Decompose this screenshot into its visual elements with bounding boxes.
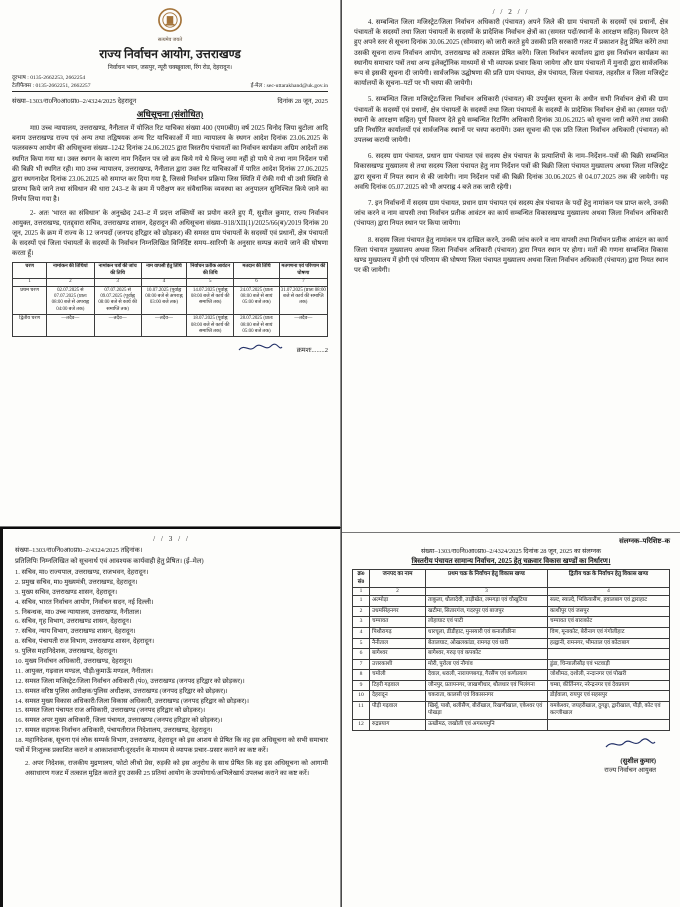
phase1-blocks: जौनपुर, प्रतापनगर, जाखणीधार, थौलधार एवं भिलंगना [426,680,548,691]
recipient-item: 5. निबन्धक, मा0 उच्च न्यायालय, उत्तराखण्ड, नैनीताल। [15,608,142,616]
district-row [353,659,670,670]
emblem-caption: सत्यमेव जयते [157,38,183,43]
district-row [353,596,670,607]
district-sno: 3 [353,617,370,628]
district-name: बागेश्वर [370,649,426,660]
district-name: पिथौरागढ़ [370,628,426,639]
clause-5: 5. सम्बन्धित जिला मजिस्ट्रेट/जिला निर्वाचन अधिकारी (पंचायत) की उपर्युक्त सूचना के अधीन सभी निर्वाचन क्षेत्रों की ग्राम पंचायतों के सदस्यों एवं प्रधानों, क्षेत्र पंचायतों के सदस्यों तथा जिला पंचायतों के सदस्यों के प्रादेशिक निर्वाचन क्षेत्रों का (समस्त पदों/स्थानों के आरक्षण सहित) पूर्ण विवरण देते हुये सम्बन्धित रिटर्निंग अधिकारी दिनांक 30.06.2025 को सूचना जारी करेंगे तथा उसकी प्रति निर्धारित कार्यालयों एवं सार्वजनिक स्थानों पर चस्पा करायेंगे। उक्त सूचना की एक प्रति जिला निर्वाचन अधिकारी (पंचायत) को उपलब्ध करायी जायेगी। [354,96,668,145]
column-header-symbol: निर्वाचन प्रतीक आवंटन की तिथि [187,263,234,279]
page-3-distribution-list [0,527,341,907]
phase2-blocks: चम्बा, कीर्तिनगर, नरेन्द्रनगर एवं देवप्रयाग [548,680,670,691]
column-header-phase: चरण [13,263,47,279]
phase1-blocks: ऊखीमठ, जखोली एवं अगस्त्यमुनि [426,719,548,730]
district-row [353,628,670,639]
district-name: देहरादून [370,691,426,702]
recipient-item: 14. समस्त मुख्य विकास अधिकारी/जिला विकास अधिकारी, उत्तराखण्ड (जनपद हरिद्वार को छोड़कर)। [15,697,249,705]
phase1-blocks: खिर्सू, पाबौ, थलीसैंण, बीरोंखाल, रिखणीखाल, एकेश्वर एवं पोखड़ा [426,701,548,719]
phase2-blocks [548,719,670,730]
district-sno: 8 [353,670,370,681]
notification-title: अधिसूचना (संशोधित) [136,109,204,119]
appendix-annexure-ka [342,533,680,907]
phase1-blocks: ताकुला, धौलादेवी, ताड़ीखेत, लमगड़ा एवं चौखुटिया [426,596,548,607]
district-name: चम्पावत [370,617,426,628]
recipient-list [15,568,328,756]
district-row [353,691,670,702]
district-sno: 11 [353,701,370,719]
recipient-item: 2. प्रमुख सचिव, मा0 मुख्यमंत्री, उत्तराखण्ड, देहरादून। [15,578,138,586]
col-num: 7 [279,279,327,287]
phase1-blocks: लोहाघाट एवं पाटी [426,617,548,628]
organization-name: राज्य निर्वाचन आयोग, उत्तराखण्ड [99,47,241,61]
district-name: उधमसिंहनगर [370,606,426,617]
letterhead [12,7,328,44]
phase2-blocks: विण, मूनाकोट, बेरीनाग एवं गंगोलीहाट [548,628,670,639]
recipient-item: 7. सचिव, न्याय विभाग, उत्तराखण्ड शासन, देहरादून। [15,628,136,636]
district-row [353,701,670,719]
blocks-header-row [353,570,670,588]
phase2-blocks: यमकेश्वर, जयहरीखाल, दुगड्डा, द्वारीखाल, पौड़ी, कोट एवं कल्जीखाल [548,701,670,719]
recipient-item: 12. समस्त जिला मजिस्ट्रेट/जिला निर्वाचन अधिकारी (पं0), उत्तराखण्ड (जनपद हरिद्वार को छोड़कर)। [15,677,245,685]
recipient-item: 6. सचिव, गृह विभाग, उत्तराखण्ड शासन, देहरादून। [15,618,132,626]
column-header-polling: मतदान की तिथि [234,263,279,279]
district-row [353,719,670,730]
col-num: 4 [141,279,186,287]
district-sno: 12 [353,719,370,730]
district-name: टिहरी गढ़वाल [370,680,426,691]
district-sno: 9 [353,680,370,691]
phase1-blocks: बागेश्वर, गरुड़ एवं कपकोट [426,649,548,660]
phone-number: दूरभाष : 0135-2662253, 2662254 [12,75,86,81]
district-name: चमोली [370,670,426,681]
phase1-blocks: खटीमा, सितारगंज, गदरपुर एवं बाजपुर [426,606,548,617]
phase1-blocks: मोरी, पुरोला एवं नौगांव [426,659,548,670]
continuation-mark: क्रमशः........2 [296,346,328,354]
clause-8: 8. सदस्य जिला पंचायत हेतु नामांकन पत्र दाखिल करने, उनकी जांच करने व नाम वापसी तथा निर्वाचन प्रतीक आवंटन का कार्य जिला पंचायत मुख्यालय अथवा जिला निर्वाचन अधिकारी (पंचायत) द्वारा नियत स्थान पर होगा। मतों की गणना सम्बन्धित विकास खण्ड मुख्यालय में होगी एवं परिणाम की घोषणा जिला पंचायत मुख्यालय अथवा जिला निर्वाचन अधिकारी (पंचायत) द्वारा नियत स्थान पर की जायेगी। [354,236,668,275]
nomination-dates: 02.07.2025 से 07.07.2025 (प्रातः 08:00 बजे से अपराह्न 04:00 बजे तक) [47,286,94,315]
schedule-row-phase-2 [13,315,328,337]
polling-date: 24.07.2025 (प्रातः 08:00 बजे से सायं 05:00 बजे तक) [234,286,279,315]
district-name: पौड़ी गढ़वाल [370,701,426,719]
district-row [353,638,670,649]
withdrawal-date: —तदैव— [141,315,186,337]
district-sno: 4 [353,628,370,639]
contact-strip [12,73,328,92]
col-num: 3 [426,588,548,596]
reference-number: संख्या–1303/रा0नि0आ0प्रा0–2/4324/2025 देहरादून [12,98,137,105]
district-sno: 2 [353,606,370,617]
phase2-blocks: चम्पावत एवं बाराकोट [548,617,670,628]
phase2-blocks [548,649,670,660]
column-header-scrutiny: नामांकन पत्रों की जांच की तिथि [94,263,141,279]
phase2-blocks: डुंडा, चिन्यालीसौड़ एवं भटवाड़ी [548,659,670,670]
recipient-item: 16. समस्त अपर मुख्य अधिकारी, जिला पंचायत, उत्तराखण्ड (जनपद हरिद्वार को छोड़कर)। [15,717,223,725]
counting-date: —तदैव— [279,315,327,337]
column-header-phase1: प्रथम चक्र के निर्वाचन हेतु विकास खण्ड [426,570,548,588]
col-num: 2 [370,588,426,596]
annexure-reference: संख्या–1303/रा0नि0आ0प्रा0–2/4324/2025 दिनांक 28 जून, 2025 का संलग्नक [420,548,602,555]
column-header-withdrawal: नाम वापसी हेतु तिथि [141,263,186,279]
signatory-name: (सुशील कुमार) [620,757,656,765]
page-number: / / 3 / / [153,535,190,543]
phase1-blocks: चकराता, कालसी एवं विकासनगर [426,691,548,702]
phase-label: द्वितीय चरण [13,315,47,337]
district-name: नैनीताल [370,638,426,649]
notification-paragraph-1: मा0 उच्च न्यायालय, उत्तराखण्ड, नैनीताल में योजित रिट याचिका संख्या 400 (एम0बी0) वर्ष 2025 विनोद जिया बुटोला आदि बनाम उत्तराखण्ड राज्य एवं अन्य तथा तद्विषयक अन्य रिट याचिकाओं में मा0 न्यायालय के स्थगन आदेश दिनांक 23.06.2025 के फलस्वरूप आयोग की अधिसूचना संख्या–1242 दिनांक 24.06.2025 द्वारा त्रिस्तरीय पंचायतों का निर्वाचन कार्यक्रम अग्रिम आदेशों तक स्थगित किया गया था। उक्त स्थगन के कारण नाम निर्देशन पत्र जो क्रय किये गये थे किन्तु जमा नहीं हो पाये थे तथा नाम निर्देशन पत्रों की बिक्री भी स्थगित रही। मा0 उच्च न्यायालय, उत्तराखण्ड, नैनीताल द्वारा उक्त रिट याचिकाओं में पारित आदेश दिनांक 27.06.2025 द्वारा स्थगनादेश दिनांक 23.06.2025 को समाप्त कर दिया गया है, जिससे निर्वाचन प्रक्रिया जिस स्थिति में रोकी गयी थी उसी स्थिति से प्रारम्भ किये जाने तथा संविधान की धारा 243–ट के क्रम में परीक्षण कर संवैधानिक व्यवस्था का अनुपालन सुनिश्चित किये जाने का निर्णय लिया गया है। [12,125,328,204]
office-address: निर्वाचन भवन, जसपुर, न्यूरी चक्खूवाला, रिंग रोड, देहरादून। [107,65,233,71]
phase2-blocks: सल्ट, स्याल्दे, भिकियासैंण, हवालबाग एवं द्वाराहाट [548,596,670,607]
recipient-item: 13. समस्त वरिष्ठ पुलिस अधीक्षक/पुलिस अधीक्षक, उत्तराखण्ड (जनपद हरिद्वार को छोड़कर)। [15,687,228,695]
column-header-serial: क्र0 सं0 [353,570,370,588]
schedule-number-row [13,279,328,287]
clause-7: 7. इन निर्वाचनों में सदस्य ग्राम पंचायत, प्रधान ग्राम पंचायत एवं सदस्य क्षेत्र पंचायत के पदों हेतु नामांकन पत्र प्राप्त करने, उनकी जांच करने व नाम वापसी तथा निर्वाचन प्रतीक आवंटन का कार्य सम्बन्धित विकासखण्ड मुख्यालय अथवा जिला निर्वाचन अधिकारी (पंचायत) द्वारा नियत स्थान पर किया जायेगा। [354,200,668,228]
reference-line [12,96,328,105]
phase2-blocks: हल्द्वानी, रामनगर, भीमताल एवं कोटाबाग [548,638,670,649]
recipient-item: 17. समस्त सहायक निर्वाचन अधिकारी, पंचायतीराज निदेशालय, उत्तराखण्ड, देहरादून। [15,727,213,735]
signature-scribble [352,737,656,756]
district-row [353,680,670,691]
symbol-allotment-date: 14.07.2025 (पूर्वाह्न 08:00 बजे से कार्य की समाप्ति तक) [187,286,234,315]
state-emblem-seal-icon [157,20,183,37]
phase2-blocks: काशीपुर एवं जसपुर [548,606,670,617]
issue-date: दिनांक 28 जून, 2025 [277,98,328,105]
phase-label: प्रथम चरण [13,286,47,315]
col-num: 1 [353,588,370,596]
phone-fax-block [12,73,91,89]
phase2-blocks: जोशीमठ, दशोली, नन्दानगर एवं पोखरी [548,670,670,681]
phase1-blocks: धारचूला, डीडीहाट, मुनस्यारी एवं कनालीछीना [426,628,548,639]
recipient-item: 10. मुख्य निर्वाचन अधिकारी, उत्तराखण्ड, देहरादून। [15,658,133,666]
signatory-designation: राज्य निर्वाचन आयुक्त [604,766,656,774]
email-address: ई-मेल : sec-uttarakhand@uk.gov.in [250,83,328,89]
annexure-label: संलग्नक–परिशिष्ट–क [619,538,670,545]
district-sno: 10 [353,691,370,702]
page-1-footer [12,342,328,356]
phase2-blocks: डोईवाला, रायपुर एवं सहसपुर [548,691,670,702]
column-header-district: जनपद का नाम [370,570,426,588]
page-number: / / 2 / / [492,8,530,16]
column-header-counting: मतगणना एवं परिणाम की घोषणा [279,263,327,279]
fax-number: टेलीफैक्स : 0135-2662251, 2662257 [12,83,91,89]
copy-to-heading: प्रतिलिपिः निम्नलिखित को सूचनार्थ एवं आवश्यक कार्यवाही हेतु प्रेषित। (ई–मेल) [15,558,204,565]
district-row [353,670,670,681]
col-num: 1 [13,279,47,287]
printing-instruction-paragraph: 2. अपर निदेशक, राजकीय मुद्रणालय, फोटो लीथो प्रेस, रुड़की को इस अनुरोध के साथ प्रेषित कि वह इस अधिसूचना को आगामी असाधारण गजट में तत्काल मुद्रित कराते हुए उसकी 25 प्रतियां आयोग के उपयोगार्थ/अभिलेखार्थ उपलब्ध कराने का कष्ट करें। [25,759,328,777]
recipient-item: 1. सचिव, मा0 राज्यपाल, उत्तराखण्ड, राजभवन, देहरादून। [15,569,149,576]
page-2-clauses [342,0,680,533]
district-sno: 6 [353,649,370,660]
recipient-item: 4. सचिव, भारत निर्वाचन आयोग, निर्वाचन सदन, नई दिल्ली। [15,598,154,606]
reference-number: संख्या–1303/रा0नि0आ0प्रा0–2/4324/2025 तद्दिनांक। [15,547,143,554]
signature-block [352,737,670,774]
scrutiny-date: —तदैव— [94,315,141,337]
recipient-item: 15. समस्त जिला पंचायत राज अधिकारी, उत्तराखण्ड (जनपद हरिद्वार को छोड़कर)। [15,707,206,715]
recipient-item: 3. मुख्य सचिव, उत्तराखण्ड शासन, देहरादून। [15,588,118,596]
withdrawal-date: 10.07.2025 (पूर्वाह्न 08:00 बजे से अपराह्न 03:00 बजे तक) [141,286,186,315]
col-num: 2 [47,279,94,287]
clause-4: 4. सम्बन्धित जिला मजिस्ट्रेट/जिला निर्वाचन अधिकारी (पंचायत) अपने जिले की ग्राम पंचायतों के सदस्यों एवं प्रधानों, क्षेत्र पंचायतों के सदस्यों तथा जिला पंचायतों के सदस्यों के प्रादेशिक निर्वाचन क्षेत्रों का (समस्त पदों/स्थानों के आरक्षण सहित) विवरण देते हुए अपने स्तर से सूचना दिनांक 30.06.2025 (सोमवार) को जारी करते हुये उसकी प्रति सरकारी गजट में प्रकाशन हेतु प्रेषित करेंगे तथा उसकी सूचना राज्य निर्वाचन आयोग, उत्तराखण्ड को तत्काल प्रेषित करेंगे। जिला निर्वाचन कार्यालय द्वारा इस निर्वाचन कार्यक्रम का स्थानीय समाचार पत्रों तथा अन्य इलेक्ट्रॉनिक माध्यमों से भी व्यापक प्रचार किया जायेगा और ग्राम पंचायतों में मुनादी द्वारा सार्वजनिक रूप से इसकी सूचना दी जायेगी। सार्वजनिक उद्घोषणा की प्रति ग्राम पंचायत, क्षेत्र पंचायत, जिला पंचायत, तहसील व जिला मजिस्ट्रेट कार्यालयों के सूचना–पटों पर भी चस्पा की जायेगी। [354,19,668,88]
symbol-allotment-date: 18.07.2025 (पूर्वाह्न 08:00 बजे से कार्य की समाप्ति तक) [187,315,234,337]
column-header-phase2: द्वितीय चक्र के निर्वाचन हेतु विकास खण्ड [548,570,670,588]
schedule-row-phase-1 [13,286,328,315]
district-row [353,617,670,628]
district-sno: 5 [353,638,370,649]
district-sno: 7 [353,659,370,670]
recipient-item: 18. महानिदेशक, सूचना एवं लोक सम्पर्क विभाग, उत्तराखण्ड, देहरादून को इस आशय से प्रेषित कि वह इस अधिसूचना को सभी समाचार पत्रों में निःशुल्क प्रकाशित कराने व आकाशवाणी/दूरदर्शन के माध्यम से व्यापक प्रचार–प्रसार कराने का कष्ट करें। [15,737,328,755]
phase1-blocks: बेतालघाट, ओखलकांडा, रामगढ़ एवं धारी [426,638,548,649]
election-schedule-table [12,262,328,337]
block-allocation-table [352,569,670,731]
district-row [353,649,670,660]
right-column [341,0,680,907]
recipient-item: 9. पुलिस महानिदेशक, उत्तराखण्ड, देहरादून। [15,648,118,656]
col-num: 5 [187,279,234,287]
recipient-item: 8. सचिव, पंचायती राज विभाग, उत्तराखण्ड शासन, देहरादून। [15,638,155,646]
column-header-nomination: नामांकन की तिथियां [47,263,94,279]
recipient-item: 11. आयुक्त, गढ़वाल मण्डल, पौड़ी/कुमाऊँ मण्डल, नैनीताल। [15,667,153,675]
clause-6: 6. सदस्य ग्राम पंचायत, प्रधान ग्राम पंचायत एवं सदस्य क्षेत्र पंचायत के प्रत्याशियों के नाम–निर्देशन–पत्रों की बिक्री सम्बन्धित विकासखण्ड मुख्यालय से तथा सदस्य जिला पंचायत हेतु नाम निर्देशन पत्रों की बिक्री जिला पंचायत मुख्यालय अथवा जिला मजिस्ट्रेट द्वारा सूचना में नियत स्थान से की जायेगी। नाम निर्देशन पत्रों की बिक्री दिनांक 30.06.2025 से 04.07.2025 तक की जायेगी। यह अवधि दिनांक 05.07.2025 को भी अपराह्न 4 बजे तक जारी रहेगी। [354,153,668,191]
col-num: 4 [548,588,670,596]
annexure-title: त्रिस्तरीय पंचायत सामान्य निर्वाचन, 2025 हेतु चक्रवार विकास खण्डों का निर्धारण। [411,557,611,565]
nomination-dates: —तदैव— [47,315,94,337]
col-num: 3 [94,279,141,287]
polling-date: 28.07.2025 (प्रातः 08:00 बजे से सायं 05:00 बजे तक) [234,315,279,337]
col-num: 6 [234,279,279,287]
district-name: रुद्रप्रयाग [370,719,426,730]
phase1-blocks: देवाल, थराली, नारायणबगड़, गैरसैंण एवं कर्णप्रयाग [426,670,548,681]
scrutiny-date: 07.07.2025 से 09.07.2025 (पूर्वाह्न 08:00 बजे से कार्य की समाप्ति तक) [94,286,141,315]
blocks-number-row [353,588,670,596]
district-sno: 1 [353,596,370,607]
counting-date: 31.07.2025 (प्रातः 08:00 बजे से कार्य की समाप्ति तक) [279,286,327,315]
district-row [353,606,670,617]
page-1-notification [0,0,341,527]
notification-paragraph-2: 2- अतः 'भारत का संविधान' के अनुच्छेद 243–ट में प्रदत्त शक्तियों का प्रयोग करते हुए मैं, सुशील कुमार, राज्य निर्वाचन आयुक्त, उत्तराखण्ड, एतद्द्वारा सचिव, उत्तराखण्ड शासन, देहरादून की अधिसूचना संख्या–918/XII(1)/2025/66(ब)/2019 दिनांक 20 जून, 2025 के क्रम में राज्य के 12 जनपदों (जनपद हरिद्वार को छोड़कर) की समस्त ग्राम पंचायतों के सदस्यों एवं प्रधानों, क्षेत्र पंचायतों के सदस्यों एवं जिला पंचायतों के सदस्यों के निर्वाचन निम्नलिखित विनिर्दिष्ट समय–सारिणी के अनुसार सम्पन्न कराये जाने की घोषणा करता हूँ। [12,209,329,258]
schedule-header-row [13,263,328,279]
district-name: उत्तरकाशी [370,659,426,670]
district-name: अल्मोड़ा [370,596,426,607]
signature-scribble [237,342,283,356]
